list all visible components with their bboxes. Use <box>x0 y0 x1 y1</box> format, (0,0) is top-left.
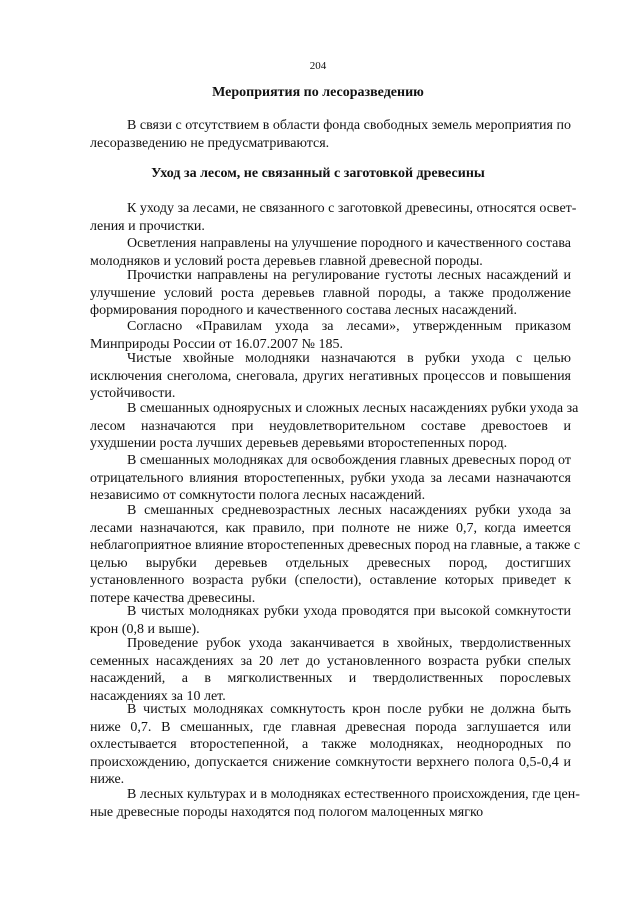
paragraph <box>90 267 571 320</box>
paragraph-line: насаждений, а в мягколиственных и твердолиственных порослевых <box>90 671 571 686</box>
paragraph-line: ниже 0,7. В смешанных, где главная древесная порода заглушается или <box>90 719 571 735</box>
paragraph <box>90 603 571 638</box>
paragraph-line: Осветления направлены на улучшение породного и качественного состава <box>127 236 571 251</box>
paragraph-line: происхождению, допускается снижение сомкнутости верхнего полога 0,5-0,4 и <box>90 754 571 770</box>
paragraph-line: охлестывается второстепенной, а также молодняках, неоднородных по <box>90 737 571 752</box>
paragraph-line: потере качества древесины. <box>90 590 256 606</box>
paragraph-line: ухудшении роста лучших деревьев деревьями второстепенных пород. <box>90 436 508 451</box>
paragraph-line: семенных насаждениях за 20 лет до установленного возраста рубки спелых <box>90 653 571 669</box>
paragraph-line: ниже. <box>90 772 125 787</box>
paragraph-line: В смешанных средневозрастных лесных насаждениях рубки ухода за <box>127 503 571 518</box>
paragraph <box>90 200 577 235</box>
paragraph-line: ления и прочистки. <box>90 218 205 234</box>
heading-forest-care: Уход за лесом, не связанный с заготовкой древесины <box>151 166 485 181</box>
paragraph <box>90 235 571 270</box>
paragraph-line: К уходу за лесами, не связанного с заготовкой древесины, относятся освет- <box>127 201 577 216</box>
paragraph-line: отрицательного влияния второстепенных, рубки ухода за лесами назначаются <box>90 470 571 486</box>
paragraph-line: В чистых молодняках рубки ухода проводятся при высокой сомкнутости <box>127 604 571 619</box>
page-number: 204 <box>309 60 327 72</box>
paragraph <box>90 786 580 821</box>
paragraph-line: Согласно «Правилам ухода за лесами», утвержденным приказом <box>127 319 571 334</box>
paragraph-line: ные древесные породы находятся под пологом малоценных мягко <box>90 804 484 820</box>
paragraph-line: целью вырубки деревьев отдельных древесных пород, достигших <box>90 555 571 571</box>
paragraph <box>90 502 581 607</box>
paragraph-line: независимо от сомкнутости полога лесных насаждений. <box>90 488 426 503</box>
paragraph <box>90 117 571 152</box>
paragraph-line: неблагоприятное влияние второстепенных древесных пород на главные, а также с <box>90 538 581 553</box>
paragraph <box>90 701 571 789</box>
paragraph-line: Проведение рубок ухода заканчивается в хвойных, твердолиственных <box>127 636 571 651</box>
paragraph-line: В чистых молодняках сомкнутость крон после рубки не должна быть <box>127 702 571 717</box>
paragraph-line: исключения снеголома, снеговала, других негативных процессов и повышения <box>90 368 571 384</box>
paragraph-line: установленного возраста рубки (спелости), оставление которых приведет к <box>90 573 571 588</box>
paragraph-line: В смешанных молодняках для освобождения главных древесных пород от <box>127 453 571 468</box>
paragraph-line: Прочистки направлены на регулирование густоты лесных насаждений и <box>127 268 571 283</box>
paragraph-line: В лесных культурах и в молодняках естественного происхождения, где цен- <box>127 787 580 802</box>
heading-afforestation: Мероприятия по лесоразведению <box>212 85 424 100</box>
paragraph-line: формирования породного и качественного состава лесных насаждений. <box>90 303 518 318</box>
paragraph <box>90 400 579 453</box>
paragraph-line: Минприроды России от 16.07.2007 № 185. <box>90 336 344 352</box>
paragraph-line: Чистые хвойные молодняки назначаются в рубки ухода с целью <box>127 351 571 366</box>
paragraph-line: лесом назначаются при неудовлетворительном составе древостоев и <box>90 418 571 434</box>
paragraph <box>90 452 571 505</box>
paragraph-line: крон (0,8 и выше). <box>90 621 200 637</box>
paragraph-line: улучшение условий роста деревьев главной породы, а также продолжение <box>90 285 571 301</box>
paragraph-line: лесами назначаются, как правило, при полноте не ниже 0,7, когда имеется <box>90 520 571 536</box>
paragraph-line: насаждениях за 10 лет. <box>90 688 226 704</box>
paragraph-line: лесоразведению не предусматриваются. <box>90 135 330 151</box>
paragraph-line: В связи с отсутствием в области фонда свободных земель мероприятия по <box>127 118 571 133</box>
paragraph <box>90 350 571 403</box>
paragraph <box>90 318 571 353</box>
paragraph-line: В смешанных одноярусных и сложных лесных насаждениях рубки ухода за <box>127 401 579 416</box>
paragraph-line: устойчивости. <box>90 386 176 401</box>
paragraph-line: молодняков и условий роста деревьев главной древесной породы. <box>90 253 483 269</box>
paragraph <box>90 635 571 705</box>
